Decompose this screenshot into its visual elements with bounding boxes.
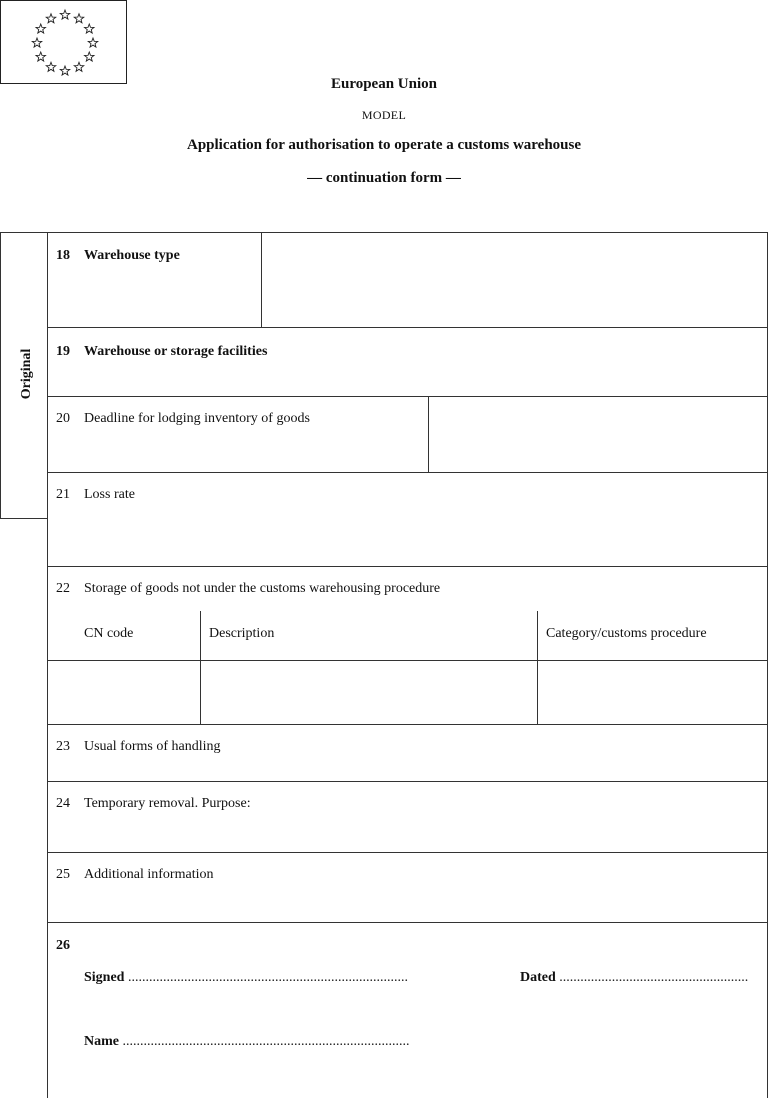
table22-cell-category[interactable]	[538, 661, 767, 724]
field-18-number: 18	[56, 248, 70, 263]
table22-col-description: Description	[209, 626, 275, 641]
star-icon	[88, 38, 98, 47]
table22-col-cn-code: CN code	[84, 626, 134, 641]
dated-line[interactable]	[520, 970, 748, 986]
dated-label: Dated	[520, 970, 556, 985]
field-24-number: 24	[56, 796, 70, 811]
star-icon	[74, 14, 84, 23]
star-icon	[32, 38, 42, 47]
table22-cell-cn-code[interactable]	[48, 661, 200, 724]
original-label: Original	[19, 348, 34, 400]
table22-cell-description[interactable]	[201, 661, 537, 724]
star-icon	[36, 52, 46, 61]
form-title: Application for authorisation to operate a customs warehouse	[186, 137, 582, 153]
field-26-number: 26	[56, 938, 70, 953]
field-22-label: Storage of goods not under the customs warehousing procedure	[84, 581, 441, 596]
star-icon	[84, 52, 94, 61]
star-icon	[60, 66, 70, 75]
star-icon	[84, 24, 94, 33]
field-19-label: Warehouse or storage facilities	[84, 344, 268, 359]
field-20-label: Deadline for lodging inventory of goods	[84, 411, 310, 426]
name-dots: ..................................................................................	[122, 1034, 410, 1049]
field-24-label: Temporary removal. Purpose:	[84, 796, 251, 811]
model-label: MODEL	[361, 108, 407, 122]
field-18-input[interactable]	[262, 233, 767, 327]
field-20-input[interactable]	[429, 397, 767, 472]
field-25-label: Additional information	[84, 867, 214, 882]
star-icon	[36, 24, 46, 33]
field-20-number: 20	[56, 411, 70, 426]
row-divider	[47, 852, 768, 853]
row-divider	[47, 781, 768, 782]
name-line[interactable]	[84, 1034, 410, 1050]
row-divider	[47, 724, 768, 725]
row-divider	[47, 472, 768, 473]
field-25-number: 25	[56, 867, 70, 882]
star-icon	[74, 62, 84, 71]
signed-dots: ................................................................................	[127, 970, 408, 985]
signed-label: Signed	[84, 970, 125, 985]
eu-flag	[0, 0, 127, 84]
row-divider	[47, 327, 768, 328]
star-icon	[60, 10, 70, 19]
signed-line[interactable]	[84, 970, 408, 986]
table22-col-category: Category/customs procedure	[546, 626, 707, 641]
form-subtitle: — continuation form —	[307, 170, 461, 186]
row-divider	[47, 922, 768, 923]
star-icon	[46, 14, 56, 23]
eu-stars-icon	[1, 1, 128, 85]
field-18-label: Warehouse type	[84, 248, 180, 263]
field-19-number: 19	[56, 344, 70, 359]
field-23-label: Usual forms of handling	[84, 739, 221, 754]
dated-dots: ......................................................	[559, 970, 749, 985]
field-22-number: 22	[56, 581, 70, 596]
field-21-number: 21	[56, 487, 70, 502]
row-divider	[47, 566, 768, 567]
field-23-number: 23	[56, 739, 70, 754]
union-title: European Union	[330, 76, 437, 92]
star-icon	[46, 62, 56, 71]
field-21-label: Loss rate	[84, 487, 135, 502]
name-label: Name	[84, 1034, 119, 1049]
